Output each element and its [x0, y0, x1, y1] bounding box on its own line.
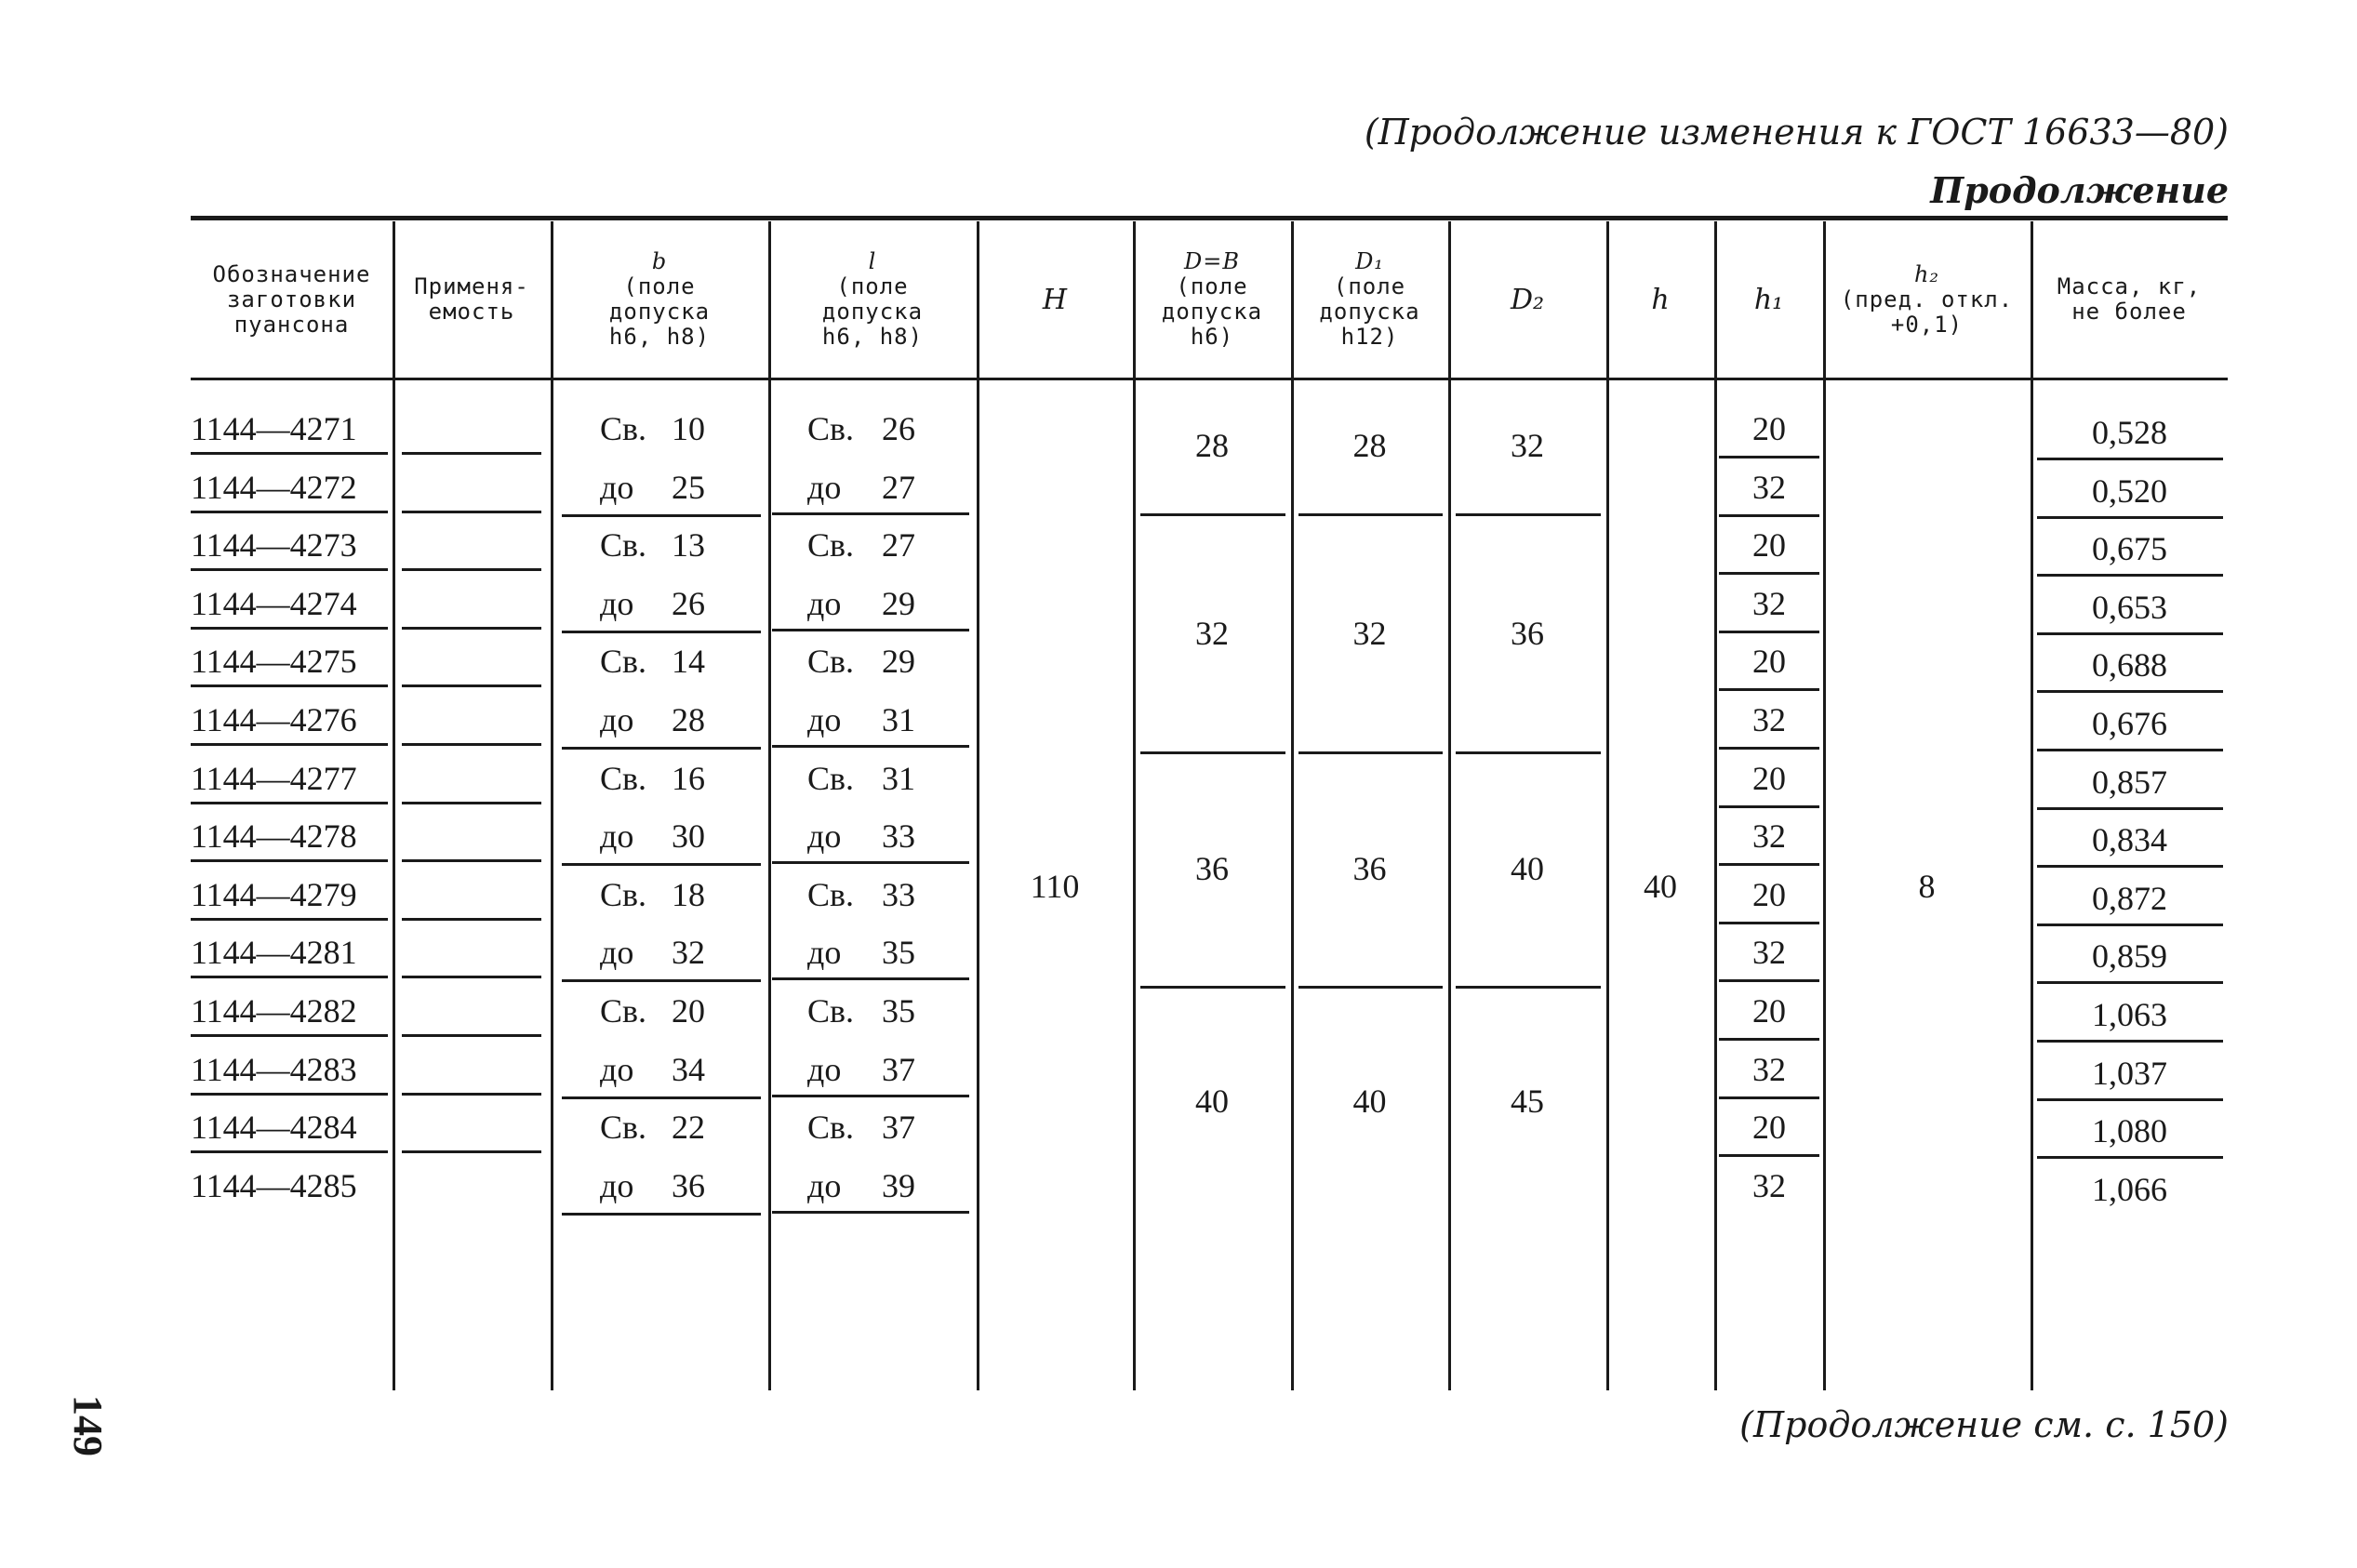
header-h2-line: (пред. откл. [1840, 286, 2014, 312]
applicability-underline [402, 859, 541, 862]
l-prefix: до [807, 701, 842, 738]
h1-underline [1719, 514, 1819, 517]
column-divider [1714, 221, 1717, 1390]
header-mass-line: Масса, кг, [2057, 273, 2202, 299]
mass-underline [2037, 924, 2223, 926]
h1-cell: 32 [1752, 817, 1786, 856]
continued-note: (Продолжение см. с. 150) [1739, 1404, 2229, 1445]
applicability-underline [402, 1150, 541, 1153]
header-DB-line: D=B [1184, 248, 1240, 274]
DB-group-rule [1140, 751, 1285, 754]
h1-underline [1719, 1154, 1819, 1157]
l-prefix: до [807, 1050, 842, 1088]
b-group-underline [562, 863, 761, 866]
designation-underline [191, 1034, 388, 1037]
applicability-underline [402, 1034, 541, 1037]
h1-cell: 20 [1752, 875, 1786, 913]
mass-cell: 0,675 [2092, 530, 2167, 568]
header-code-line: пуансона [233, 311, 350, 338]
designation-underline [191, 1150, 388, 1153]
h1-underline [1719, 631, 1819, 633]
l-value: 31 [882, 759, 915, 797]
mass-underline [2037, 1040, 2223, 1043]
b-group-underline [562, 1096, 761, 1099]
h1-cell: 32 [1752, 468, 1786, 506]
designation-cell: 1144—4285 [191, 1166, 357, 1204]
designation-cell: 1144—4279 [191, 875, 357, 913]
l-prefix: Св. [807, 410, 855, 447]
D2-group-rule [1456, 986, 1601, 989]
h1-cell: 32 [1752, 1166, 1786, 1204]
h1-underline [1719, 456, 1819, 458]
mass-cell: 0,676 [2092, 705, 2167, 742]
header-D1-line: допуска [1319, 299, 1420, 325]
mass-underline [2037, 865, 2223, 868]
b-value: 30 [672, 817, 705, 856]
l-prefix: Св. [807, 526, 855, 565]
l-value: 26 [882, 410, 915, 447]
h1-underline [1719, 572, 1819, 575]
header-D1-line: h12) [1340, 324, 1399, 350]
designation-underline [191, 743, 388, 746]
column-divider [551, 221, 553, 1390]
designation-underline [191, 918, 388, 921]
applicability-underline [402, 918, 541, 921]
header-h [1606, 283, 1714, 316]
designation-cell: 1144—4275 [191, 643, 357, 681]
header-H [977, 283, 1133, 316]
mass-underline [2037, 749, 2223, 751]
designation-cell: 1144—4281 [191, 934, 357, 972]
h1-cell: 20 [1752, 643, 1786, 681]
header-D2 [1448, 283, 1606, 316]
b-group-underline [562, 747, 761, 750]
D1-group-rule [1298, 513, 1443, 516]
b-value: 28 [672, 701, 705, 738]
mass-underline [2037, 807, 2223, 810]
header-b-line: допуска [608, 299, 711, 325]
h1-underline [1719, 805, 1819, 808]
mass-underline [2037, 690, 2223, 693]
header-b [551, 249, 768, 350]
header-D2-line: D₂ [1510, 283, 1545, 316]
header-l-line: (поле [836, 273, 909, 299]
page-number: 149 [65, 1395, 111, 1456]
header-l-line: h6, h8) [821, 324, 924, 350]
designation-underline [191, 684, 388, 687]
D1-cell: 40 [1352, 1083, 1387, 1120]
mass-cell: 0,653 [2092, 588, 2167, 626]
l-prefix: Св. [807, 643, 855, 681]
mass-underline [2037, 1098, 2223, 1101]
l-value: 37 [882, 1109, 915, 1147]
header-H-line: H [1042, 283, 1068, 316]
h1-underline [1719, 1038, 1819, 1041]
l-value: 29 [882, 643, 915, 681]
designation-underline [191, 511, 388, 513]
l-group-underline [772, 629, 969, 631]
column-divider [2031, 221, 2033, 1390]
l-value: 35 [882, 992, 915, 1030]
D1-group-rule [1298, 751, 1443, 754]
h1-cell: 32 [1752, 1050, 1786, 1088]
mass-cell: 0,834 [2092, 821, 2167, 859]
column-divider [393, 221, 395, 1390]
applicability-underline [402, 743, 541, 746]
b-prefix: до [600, 817, 634, 856]
b-value: 10 [672, 410, 705, 447]
D1-group-rule [1298, 986, 1443, 989]
h1-cell: 20 [1752, 526, 1786, 565]
D2-cell: 45 [1511, 1083, 1544, 1120]
applicability-underline [402, 627, 541, 630]
h1-underline [1719, 922, 1819, 924]
b-prefix: до [600, 1166, 634, 1204]
column-divider [1448, 221, 1451, 1390]
header-D1-line: (поле [1333, 273, 1406, 299]
column-divider [1606, 221, 1609, 1390]
designation-cell: 1144—4276 [191, 701, 357, 738]
l-prefix: до [807, 584, 842, 622]
column-divider [768, 221, 771, 1390]
b-group-underline [562, 979, 761, 982]
designation-cell: 1144—4277 [191, 759, 357, 797]
header-applic-line: Применя- [414, 273, 529, 299]
l-value: 29 [882, 584, 915, 622]
l-group-underline [772, 1095, 969, 1097]
l-value: 33 [882, 817, 915, 856]
designation-underline [191, 452, 388, 455]
DB-cell: 36 [1195, 850, 1229, 887]
b-prefix: до [600, 701, 634, 738]
table-top-rule [191, 216, 2228, 220]
l-prefix: до [807, 1166, 842, 1204]
D2-cell: 36 [1511, 615, 1544, 652]
designation-underline [191, 976, 388, 978]
designation-underline [191, 627, 388, 630]
header-DB [1133, 249, 1291, 350]
D1-cell: 28 [1352, 427, 1387, 464]
D2-cell: 40 [1511, 850, 1544, 887]
l-prefix: до [807, 934, 842, 972]
designation-cell: 1144—4284 [191, 1109, 357, 1147]
D1-cell: 36 [1352, 850, 1387, 887]
mass-underline [2037, 981, 2223, 984]
b-group-underline [562, 514, 761, 517]
mass-underline [2037, 574, 2223, 577]
designation-underline [191, 568, 388, 571]
header-code-line: заготовки [226, 286, 357, 312]
header-D1-line: D₁ [1355, 248, 1384, 274]
b-value: 22 [672, 1109, 705, 1147]
header-DB-line: допуска [1161, 299, 1263, 325]
applicability-underline [402, 976, 541, 978]
applicability-underline [402, 511, 541, 513]
column-divider [1823, 221, 1826, 1390]
l-value: 33 [882, 875, 915, 913]
designation-underline [191, 802, 388, 804]
b-prefix: до [600, 468, 634, 506]
designation-cell: 1144—4283 [191, 1050, 357, 1088]
DB-group-rule [1140, 986, 1285, 989]
h1-cell: 32 [1752, 584, 1786, 622]
header-applic-line: емость [428, 299, 515, 325]
l-prefix: до [807, 468, 842, 506]
b-prefix: Св. [600, 1109, 647, 1147]
designation-cell: 1144—4271 [191, 410, 357, 447]
table-header-rule [191, 378, 2228, 380]
b-prefix: Св. [600, 526, 647, 565]
h1-underline [1719, 1096, 1819, 1099]
b-value: 20 [672, 992, 705, 1030]
mass-cell: 1,037 [2092, 1054, 2167, 1092]
DB-group-rule [1140, 513, 1285, 516]
header-DB-line: h6) [1190, 324, 1234, 350]
designation-underline [191, 859, 388, 862]
applicability-underline [402, 1093, 541, 1096]
mass-underline [2037, 458, 2223, 460]
mass-cell: 0,528 [2092, 414, 2167, 451]
page-header-subtitle: Продолжение [1930, 169, 2229, 211]
header-code-line: Обозначение [212, 260, 371, 287]
DB-cell: 40 [1195, 1083, 1229, 1120]
b-prefix: Св. [600, 410, 647, 447]
b-group-underline [562, 631, 761, 633]
designation-underline [191, 1093, 388, 1096]
b-value: 16 [672, 759, 705, 797]
header-DB-line: (поле [1176, 273, 1248, 299]
column-divider [1291, 221, 1294, 1390]
b-value: 34 [672, 1050, 705, 1088]
D2-group-rule [1456, 751, 1601, 754]
header-h1 [1714, 283, 1823, 316]
b-value: 36 [672, 1166, 705, 1204]
designation-cell: 1144—4272 [191, 468, 357, 506]
header-mass [2031, 274, 2228, 325]
l-prefix: Св. [807, 875, 855, 913]
mass-cell: 1,066 [2092, 1170, 2167, 1208]
h1-cell: 32 [1752, 934, 1786, 972]
header-b-line: h6, h8) [608, 324, 711, 350]
h1-underline [1719, 747, 1819, 750]
applicability-underline [402, 452, 541, 455]
l-group-underline [772, 861, 969, 864]
b-value: 13 [672, 526, 705, 565]
l-value: 35 [882, 934, 915, 972]
header-h-line: h [1651, 283, 1670, 316]
applicability-underline [402, 802, 541, 804]
header-l [768, 249, 977, 350]
b-value: 26 [672, 584, 705, 622]
h1-cell: 20 [1752, 992, 1786, 1030]
mass-cell: 1,063 [2092, 996, 2167, 1033]
b-prefix: до [600, 934, 634, 972]
column-divider [1133, 221, 1136, 1390]
header-h2-line: h₂ [1913, 260, 1940, 287]
header-code [191, 262, 393, 338]
b-value: 14 [672, 643, 705, 681]
h1-cell: 20 [1752, 759, 1786, 797]
h1-cell: 32 [1752, 701, 1786, 738]
b-prefix: до [600, 584, 634, 622]
header-mass-line: не более [2071, 299, 2187, 325]
h1-underline [1719, 863, 1819, 866]
b-prefix: Св. [600, 759, 647, 797]
mass-underline [2037, 632, 2223, 635]
header-l-line: допуска [821, 299, 924, 325]
designation-cell: 1144—4278 [191, 817, 357, 856]
header-h2 [1823, 262, 2031, 338]
header-h1-line: h₁ [1753, 283, 1784, 316]
page-header-title: (Продолжение изменения к ГОСТ 16633—80) [1364, 112, 2229, 153]
header-h2-line: +0,1) [1890, 311, 1964, 338]
header-applic [393, 274, 551, 325]
h2-cell: 8 [1918, 868, 1936, 905]
D1-cell: 32 [1352, 615, 1387, 652]
b-prefix: Св. [600, 992, 647, 1030]
b-value: 18 [672, 875, 705, 913]
designation-cell: 1144—4282 [191, 992, 357, 1030]
designation-cell: 1144—4274 [191, 584, 357, 622]
mass-cell: 0,520 [2092, 472, 2167, 510]
l-prefix: Св. [807, 1109, 855, 1147]
h1-cell: 20 [1752, 1109, 1786, 1147]
D2-group-rule [1456, 513, 1601, 516]
mass-underline [2037, 1156, 2223, 1159]
D2-cell: 32 [1511, 427, 1544, 464]
b-value: 25 [672, 468, 705, 506]
b-prefix: до [600, 1050, 634, 1088]
designation-cell: 1144—4273 [191, 526, 357, 565]
h-cell: 40 [1644, 868, 1677, 905]
mass-cell: 0,859 [2092, 937, 2167, 976]
mass-underline [2037, 516, 2223, 519]
header-b-line: b [651, 248, 668, 274]
mass-cell: 0,857 [2092, 763, 2167, 801]
h1-underline [1719, 688, 1819, 691]
b-group-underline [562, 1213, 761, 1216]
DB-cell: 32 [1195, 615, 1229, 652]
l-prefix: Св. [807, 759, 855, 797]
header-l-line: l [868, 248, 877, 274]
header-D1 [1291, 249, 1448, 350]
DB-cell: 28 [1195, 427, 1229, 464]
l-group-underline [772, 977, 969, 980]
l-value: 31 [882, 701, 915, 738]
l-group-underline [772, 745, 969, 748]
l-value: 37 [882, 1050, 915, 1088]
applicability-underline [402, 684, 541, 687]
b-prefix: Св. [600, 643, 647, 681]
b-prefix: Св. [600, 875, 647, 913]
mass-cell: 1,080 [2092, 1112, 2167, 1150]
l-value: 27 [882, 468, 915, 506]
mass-cell: 0,688 [2092, 646, 2167, 684]
l-value: 39 [882, 1166, 915, 1204]
mass-cell: 0,872 [2092, 879, 2167, 917]
l-group-underline [772, 1211, 969, 1214]
l-group-underline [772, 512, 969, 515]
l-value: 27 [882, 526, 915, 565]
b-value: 32 [672, 934, 705, 972]
l-prefix: до [807, 817, 842, 856]
column-divider [977, 221, 979, 1390]
l-prefix: Св. [807, 992, 855, 1030]
header-b-line: (поле [623, 273, 696, 299]
h1-cell: 20 [1752, 410, 1786, 447]
h1-underline [1719, 979, 1819, 982]
H-cell: 110 [1030, 868, 1080, 905]
applicability-underline [402, 568, 541, 571]
